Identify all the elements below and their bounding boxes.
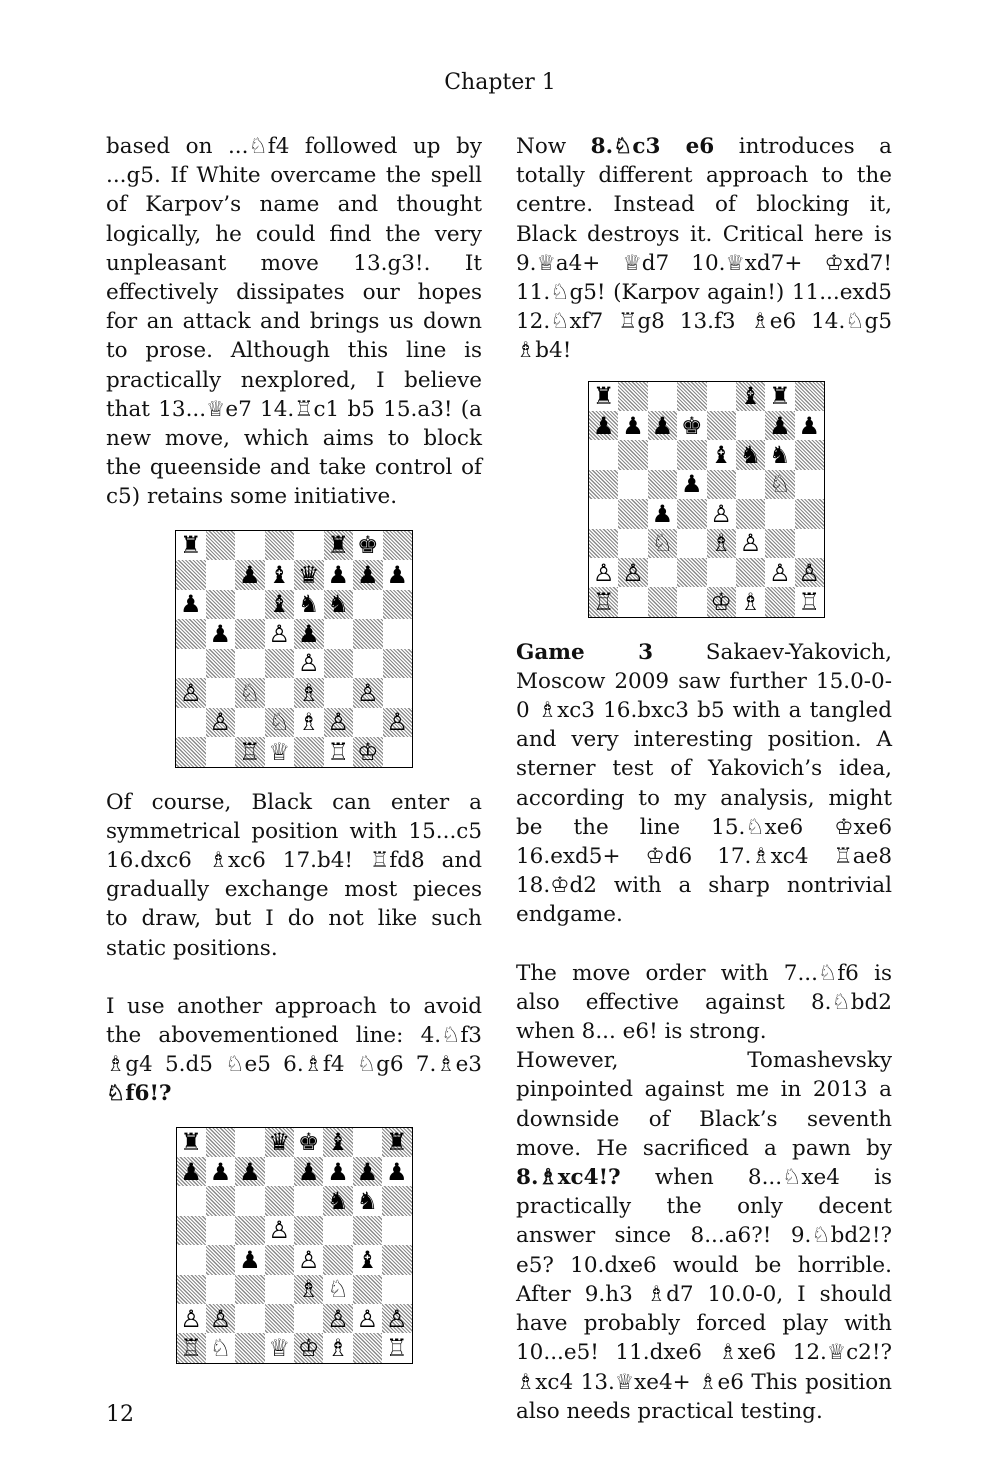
board-square [177,1245,206,1274]
chess-piece-white: ♔ [707,587,736,616]
board-square [265,1245,294,1274]
board-square [353,708,383,738]
board-square [324,649,354,679]
board-square [382,1216,411,1245]
game-label: Game 3 [516,639,654,665]
board-square [795,499,824,528]
chess-piece-black: ♟ [294,1157,323,1186]
left-paragraph-3 [106,992,482,1109]
board-square [265,649,295,679]
board-square [324,678,354,708]
chess-piece-black: ♟ [651,499,674,528]
chess-piece-white: ♗ [294,678,324,708]
chess-piece-black: ♜ [592,382,615,411]
chess-piece-white: ♙ [206,1304,235,1333]
board-square [206,1275,235,1304]
chess-piece-black: ♟ [327,1157,349,1186]
chess-diagram-3 [588,381,825,618]
chess-piece-black: ♟ [235,560,265,590]
right-column [516,132,892,1426]
board-square [265,1304,294,1333]
board-square [294,1304,323,1333]
chess-diagram-1 [175,530,413,768]
text-span: Sakaev-Yakovich, Moscow 2009 saw further 15.0-0-0 ♗xc3 16.bxc3 b5 with a tangled and very interesting position. A sterner test of Yakovich’s idea, according to my analysis, might be the line 15.♘xe6 ♔xe6 16.exd5+ ♔d6 17.♗xc4 ♖ae8 18.♔d2 with a sharp nontrivial endgame. [516,639,893,928]
chess-piece-white: ♙ [592,558,615,587]
chess-piece-white: ♙ [356,1304,379,1333]
chess-piece-black: ♛ [265,1128,294,1157]
chess-piece-black: ♝ [268,560,290,589]
chess-piece-white: ♖ [327,737,349,766]
chess-piece-black: ♟ [589,411,618,440]
left-column [106,132,482,1384]
board-square [353,1275,382,1304]
chess-piece-white: ♘ [327,1275,349,1304]
chess-piece-black: ♝ [736,382,765,411]
board-square [294,1186,323,1215]
board-square [382,1186,411,1215]
board-square [206,737,236,767]
board-square [206,678,236,708]
chess-piece-black: ♜ [324,531,354,561]
board-square [294,1216,323,1245]
chess-piece-white: ♖ [177,1333,206,1362]
chess-piece-black: ♚ [356,531,379,560]
board-square [324,619,354,649]
left-paragraph-1: based on ...♘f4 followed up by ...g5. If White overcame the spell of Karpov’s name and thought logically, he could find the very unpleasant move 13.g3!. It effectively dissipates our hopes for an attack and brings us down to prose. Although this line is practically nexplored, I believe that 13...♕e7 14.♖c1 b5 15.a3! (a new move, which aims to block the queenside and take control of c5) retains some initiative. [106,134,482,510]
chess-piece-black: ♟ [209,619,231,648]
chess-piece-black: ♟ [765,411,794,440]
board-square [677,587,706,616]
board-square [235,531,265,561]
board-square [294,737,324,767]
board-square [235,619,265,649]
chess-piece-white: ♖ [589,587,618,616]
chess-piece-white: ♙ [353,678,383,708]
board-square [795,470,824,499]
chess-piece-white: ♙ [795,558,824,587]
chess-piece-black: ♜ [382,1128,411,1157]
board-square [707,411,736,440]
chess-piece-black: ♟ [239,1245,261,1274]
chess-piece-black: ♜ [179,531,202,560]
chess-piece-white: ♕ [268,1333,291,1362]
left-paragraph-2: Of course, Black can enter a symmetrical position with 15...c5 16.dxc6 ♗xc6 17.b4! ♖fd8 and gradually exchange most pieces to draw, but I do not like such static positions. [106,789,482,961]
board-square [383,649,413,679]
board-square [206,560,236,590]
board-square [736,499,765,528]
chess-piece-black: ♝ [710,441,732,470]
chess-piece-black: ♟ [386,560,408,589]
text-span: Now [516,134,591,159]
board-square [589,440,618,469]
chess-piece-white: ♙ [206,708,236,738]
right-paragraph-3: The move order with 7...♘f6 is also effective against 8.♘bd2 when 8... e6! is strong. [516,960,892,1045]
board-square [235,1186,264,1215]
chess-piece-white: ♘ [235,678,265,708]
board-square [589,529,618,558]
chess-piece-black: ♟ [622,411,644,440]
board-square [176,649,206,679]
chess-piece-black: ♞ [297,590,320,619]
board-square [648,470,677,499]
board-square [177,1275,206,1304]
chess-piece-white: ♗ [739,587,762,616]
board-square [235,1128,264,1157]
board-square [707,558,736,587]
chess-piece-black: ♝ [265,590,295,620]
board-square [206,1216,235,1245]
chess-piece-black: ♝ [323,1128,352,1157]
board-square [235,1333,264,1362]
chess-piece-white: ♕ [268,737,290,766]
chess-piece-white: ♗ [297,708,320,737]
chess-piece-white: ♙ [383,708,413,738]
board-square [353,619,383,649]
chess-piece-black: ♟ [327,560,349,589]
board-square [235,708,265,738]
board-square [176,619,206,649]
chess-piece-white: ♔ [294,1333,323,1362]
chess-piece-black: ♟ [648,411,677,440]
board-square [618,440,647,469]
right-paragraph-4 [516,1046,892,1426]
board-square [323,1216,352,1245]
board-square [765,499,794,528]
chess-piece-white: ♘ [209,1333,232,1362]
board-square [383,678,413,708]
board-square [383,590,413,620]
right-paragraph-2 [516,638,892,930]
board-square [235,590,265,620]
chess-piece-white: ♙ [769,558,791,587]
board-square [265,1186,294,1215]
chess-piece-black: ♟ [294,619,324,649]
chess-piece-black: ♞ [769,441,791,470]
board-square [265,678,295,708]
board-square [648,558,677,587]
board-square [235,649,265,679]
board-square [589,499,618,528]
chess-piece-black: ♟ [177,1157,206,1186]
board-square [353,1216,382,1245]
board-square [677,529,706,558]
board-square [206,649,236,679]
board-square [353,649,383,679]
chess-piece-black: ♟ [386,1157,408,1186]
board-square [265,1157,294,1186]
chess-piece-black: ♞ [323,1186,352,1215]
chess-piece-white: ♙ [180,1304,202,1333]
chess-piece-white: ♗ [707,529,736,558]
chess-piece-black: ♝ [356,1245,379,1274]
chess-piece-white: ♖ [386,1333,408,1362]
chess-piece-black: ♚ [297,1128,320,1157]
board-square [353,1333,382,1362]
board-square [294,531,324,561]
bold-move: 8.♗xc4!? [516,1165,621,1191]
bold-move: ♘f6!? [106,1081,172,1107]
board-square [736,411,765,440]
chess-piece-black: ♟ [681,470,703,499]
board-square [765,529,794,558]
chess-piece-white: ♗ [294,1275,323,1304]
chess-piece-black: ♟ [179,590,202,619]
board-square [677,382,706,411]
chess-piece-white: ♖ [235,737,265,767]
board-square [736,558,765,587]
board-square [176,560,206,590]
board-square [265,531,295,561]
board-square [707,382,736,411]
board-square [177,1216,206,1245]
chess-piece-white: ♙ [618,558,647,587]
board-square [353,1128,382,1157]
board-square [235,1216,264,1245]
board-square [176,708,206,738]
chess-piece-black: ♟ [353,560,383,590]
chess-piece-black: ♟ [209,1157,232,1186]
chess-piece-black: ♞ [324,590,354,620]
board-square [383,737,413,767]
board-square [677,558,706,587]
chess-piece-white: ♗ [327,1333,349,1362]
chess-piece-white: ♙ [710,499,732,528]
board-square [618,382,647,411]
chess-piece-white: ♙ [268,619,290,648]
board-square [589,470,618,499]
board-square [177,1186,206,1215]
chess-piece-white: ♙ [323,1304,352,1333]
board-square [736,470,765,499]
chess-piece-black: ♟ [798,411,821,440]
chess-piece-black: ♜ [180,1128,202,1157]
chess-piece-black: ♞ [736,440,765,469]
board-square [648,587,677,616]
board-square [353,590,383,620]
board-square [206,1245,235,1274]
intro-text: I use another approach to avoid the abovementioned line: [106,993,482,1049]
board-square [206,590,236,620]
board-square [765,587,794,616]
text-span: However, Tomashevsky pinpointed against me in 2013 a downside of Black’s seventh move. He sacrificed a pawn by [516,1048,892,1161]
board-square [323,1245,352,1274]
chess-piece-white: ♙ [739,529,762,558]
board-square [795,529,824,558]
chess-diagram-2 [176,1127,413,1364]
page-number: 12 [106,1402,134,1427]
board-square [618,470,647,499]
board-square [795,440,824,469]
chess-piece-white: ♔ [353,737,383,767]
text-span: when 8...♘xe4 is practically the only decent answer since 8...a6?! 9.♘bd2!? e5? 10.dxe6 would be horrible. After 9.h3 ♗d7 10.0-0, I should have probably forced play with 10...e5! 11.dxe6 ♗xe6 12.♕c2!? ♗xc4 13.♕xe4+ ♗e6 This position also needs practical testing. [516,1165,892,1424]
board-square [795,382,824,411]
board-square [618,587,647,616]
move-line: 4.♘f3 ♗g4 5.d5 ♘e5 6.♗f4 ♘g6 7.♗e3 [106,1023,482,1078]
bold-move: 8.♘c3 e6 [590,134,715,159]
board-square [382,1245,411,1274]
board-square [235,1275,264,1304]
chess-piece-white: ♘ [648,529,677,558]
chess-piece-white: ♙ [324,708,354,738]
chess-piece-white: ♙ [176,678,206,708]
chess-piece-black: ♜ [769,382,791,411]
chess-piece-white: ♙ [297,1245,320,1274]
chapter-header: Chapter 1 [444,70,556,95]
chess-piece-white: ♘ [765,470,794,499]
board-square [206,1128,235,1157]
chess-piece-white: ♖ [798,587,821,616]
chess-piece-black: ♟ [235,1157,264,1186]
board-square [648,440,677,469]
board-square [677,440,706,469]
chess-piece-black: ♟ [353,1157,382,1186]
board-square [707,470,736,499]
board-square [382,1275,411,1304]
board-square [648,382,677,411]
board-square [383,531,413,561]
board-square [618,529,647,558]
board-square [235,1304,264,1333]
board-square [383,619,413,649]
board-square [176,737,206,767]
board-square [265,1275,294,1304]
chess-piece-black: ♚ [681,411,703,440]
board-square [206,1186,235,1215]
text-span: introduces a totally different approach to the centre. Instead of blocking it, Black destroys it. Critical here is 9.♕a4+ ♕d7 10.♕xd7+ ♔xd7! 11.♘g5! (Karpov again!) 11...exd5 12.♘xf7 ♖g8 13.f3 ♗e6 14.♘g5 ♗b4! [516,134,892,364]
chess-piece-black: ♞ [356,1187,379,1216]
board-square [618,499,647,528]
board-square [677,499,706,528]
board-square [206,531,236,561]
chess-piece-black: ♛ [294,560,324,590]
chess-piece-white: ♘ [265,708,295,738]
chess-piece-white: ♙ [297,649,320,678]
right-paragraph-1 [516,132,892,366]
chess-piece-white: ♙ [268,1216,291,1245]
chess-piece-white: ♙ [382,1304,411,1333]
